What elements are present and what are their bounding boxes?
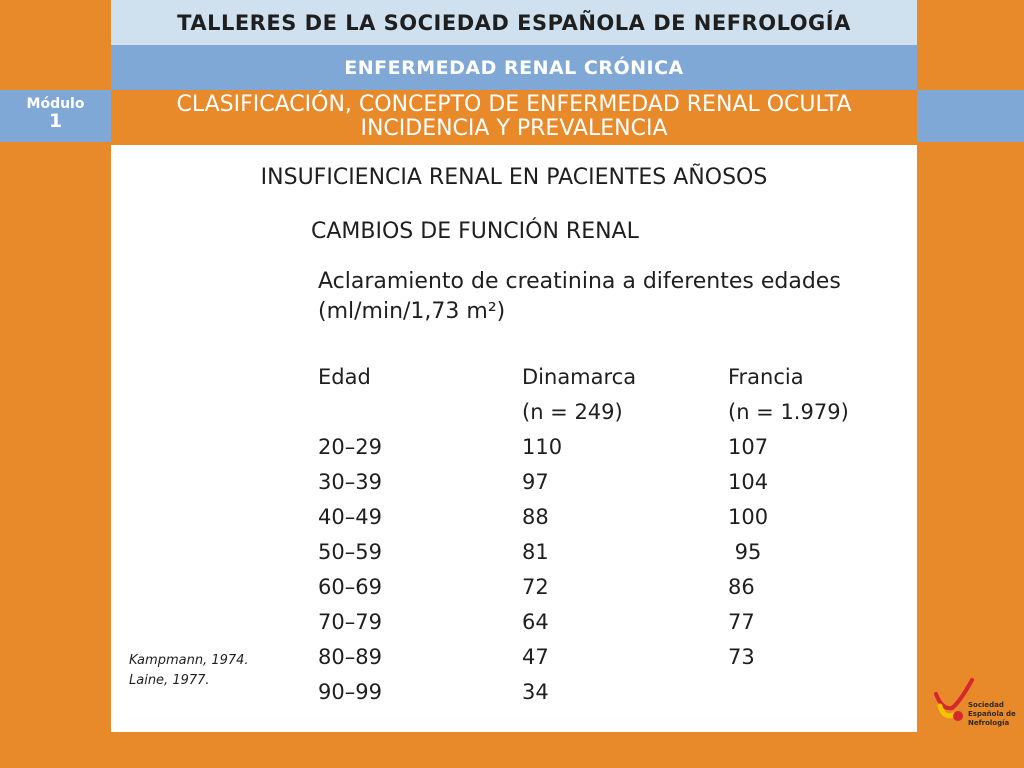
cell-francia: 95 [728,540,762,564]
slide-subheading: CAMBIOS DE FUNCIÓN RENAL [311,219,639,244]
module-number: 1 [48,110,63,132]
logo-line3: Nefrología [968,719,1010,727]
module-right-block [917,90,1024,142]
cell-dinamarca: 34 [522,680,549,704]
cell-dinamarca: 81 [522,540,549,564]
column-header-dinamarca: Dinamarca [522,365,637,389]
cell-edad: 60–69 [318,575,382,599]
cell-francia: 104 [728,470,769,494]
section-title-bar [111,90,917,142]
cell-dinamarca: 64 [522,610,549,634]
table-caption-line1: Aclaramiento de creatinina a diferentes edades [318,269,841,294]
cell-francia: 77 [728,610,755,634]
topic-title-bar [111,45,917,90]
cell-edad: 70–79 [318,610,382,634]
logo-line2: Española de [968,710,1016,718]
cell-dinamarca: 88 [522,505,549,529]
slide-heading: INSUFICIENCIA RENAL EN PACIENTES AÑOSOS [260,165,768,190]
cell-francia: 73 [728,645,755,669]
workshop-title: TALLERES DE LA SOCIEDAD ESPAÑOLA DE NEFROLOGÍA [177,10,851,35]
column-header-francia: Francia [728,365,804,389]
section-title-line2: INCIDENCIA Y PREVALENCIA [360,116,668,141]
table-row [111,470,917,505]
column-subheader-dinamarca: (n = 249) [522,400,623,424]
cell-edad: 90–99 [318,680,382,704]
cell-dinamarca: 97 [522,470,549,494]
logo-dot [953,711,963,721]
cell-francia: 100 [728,505,769,529]
cell-dinamarca: 47 [522,645,549,669]
module-badge [0,90,111,142]
cell-edad: 20–29 [318,435,382,459]
cell-edad: 50–59 [318,540,382,564]
cell-dinamarca: 72 [522,575,549,599]
table-caption-line2: (ml/min/1,73 m²) [318,299,506,324]
table-row [111,540,917,575]
column-subheader-francia: (n = 1.979) [728,400,849,424]
citation [129,651,249,691]
topic-title: ENFERMEDAD RENAL CRÓNICA [344,56,684,79]
table-caption [318,267,841,327]
cell-francia: 107 [728,435,769,459]
citation-line2: Laine, 1977. [129,673,210,688]
table-row [111,435,917,470]
cell-edad: 40–49 [318,505,382,529]
citation-line1: Kampmann, 1974. [129,653,249,668]
table-row [111,575,917,610]
module-label: Módulo [26,96,85,112]
table-row [111,610,917,645]
column-header-edad: Edad [318,365,371,389]
cell-dinamarca: 110 [522,435,563,459]
content-panel [111,145,917,732]
table-row [111,505,917,540]
section-title-line1: CLASIFICACIÓN, CONCEPTO DE ENFERMEDAD RENAL OCULTA [176,92,852,117]
cell-francia: 86 [728,575,755,599]
society-logo-text [968,701,1016,728]
workshop-title-bar [111,0,917,45]
logo-line1: Sociedad [968,701,1004,709]
cell-edad: 80–89 [318,645,382,669]
cell-edad: 30–39 [318,470,382,494]
